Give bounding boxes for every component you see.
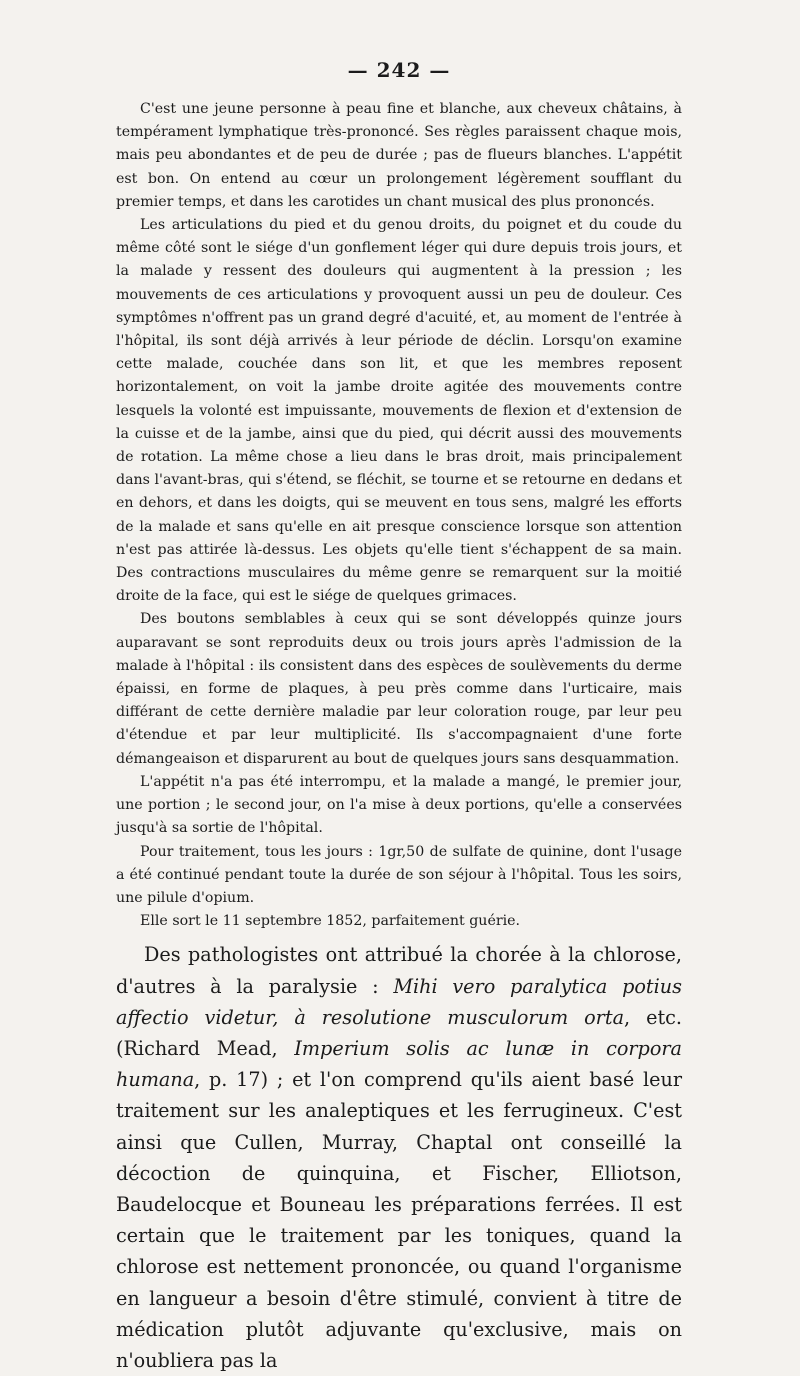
commentary-text-2: , etc. (Richard Mead, xyxy=(116,1005,682,1060)
paragraph-traitement: Pour traitement, tous les jours : 1gr,50 de sulfate de quinine, dont l'usage a été continué pendant toute la durée de son séjour à l'hôpital. Tous les soirs, une pilule d'opium. xyxy=(116,843,682,906)
paragraph-commentary xyxy=(116,939,682,1376)
paragraph-appetit: L'appétit n'a pas été interrompu, et la malade a mangé, le premier jour, une portion ; le second jour, on l'a mise à deux portions, qu'elle a conservées jusqu'à sa sortie de l'hôpital. xyxy=(116,773,682,837)
commentary-text-3: , p. 17) ; et l'on comprend qu'ils aient basé leur traitement sur les analeptiques et les ferrugineux. C'est ainsi que Cullen, Murray, Chaptal ont conseillé la décoction de quinquina, et Fischer, Elliotson, Baudelocque et Bouneau les préparations ferrées. Il est certain que le traitement par les toniques, quand la chlorose est nettement prononcée, ou quand l'organisme en langueur a besoin d'être stimulé, convient à titre de médication plutôt adjuvante qu'exclusive, mais on n'oubliera pas la xyxy=(116,1068,682,1372)
paragraph-articulations: Les articulations du pied et du genou droits, du poignet et du coude du même côté sont le siége d'un gonflement léger qui dure depuis trois jours, et la malade y ressent des douleurs qui augmentent à la pression ; les mouvements de ces articulations y provoquent aussi un peu de douleur. Ces symptômes n'offrent pas un grand degré d'acuité, et, au moment de l'entrée à l'hôpital, ils sont déjà arrivés à leur période de déclin. Lorsqu'on examine cette malade, couchée dans son lit, et que les membres reposent horizontalement, on voit la jambe droite agitée des mouvements contre lesquels la volonté est impuissante, mouvements de flexion et d'extension de la cuisse et de la jambe, ainsi que du pied, qui décrit aussi des mouvements de rotation. La même chose a lieu dans le bras droit, mais principalement dans l'avant-bras, qui s'étend, se fléchit, se tourne et se retourne en dedans et en dehors, et dans les doigts, qui se meuvent en tous sens, malgré les efforts de la malade et sans qu'elle en ait presque conscience lorsque son attention n'est pas attirée là-dessus. Les objets qu'elle tient s'échappent de sa main. Des contractions musculaires du même genre se remarquent sur la moitié droite de la face, qui est le siége de quelques grimaces. xyxy=(116,217,682,605)
commentary-text-1: Des pathologistes ont attribué la chorée à la chlorose, d'autres à la paralysie : xyxy=(116,943,682,998)
latin-quote: Mihi vero paralytica potius affectio videtur, à resolutione musculorum orta xyxy=(116,974,682,1029)
commentary-section xyxy=(116,939,682,1376)
paragraph-patient-description: C'est une jeune personne à peau fine et blanche, aux cheveux châtains, à tempérament lymphatique très-prononcé. Ses règles paraissent chaque mois, mais peu abondantes et de peu de durée ; pas de flueurs blanches. L'appétit est bon. On entend au cœur un prolongement légèrement soufflant du premier temps, et dans les carotides un chant musical des plus prononcés. xyxy=(116,101,682,210)
observation-section xyxy=(116,98,682,933)
page-number: — 242 — xyxy=(347,58,451,82)
paragraph-boutons: Des boutons semblables à ceux qui se sont développés quinze jours auparavant se sont reproduits deux ou trois jours après l'admission de la malade à l'hôpital : ils consistent dans des espèces de soulèvements du derme épaissi, en forme de plaques, à peu près comme dans l'urticaire, mais différant de cette dernière maladie par leur coloration rouge, par leur peu d'étendue et par leur multiplicité. Ils s'accompagnaient d'une forte démangeaison et disparurent au bout de quelques jours sans desquammation. xyxy=(116,611,682,767)
book-title: Imperium solis ac lunæ in corpora humana xyxy=(116,1036,682,1092)
paragraph-sortie: Elle sort le 11 septembre 1852, parfaitement guérie. xyxy=(140,913,521,930)
